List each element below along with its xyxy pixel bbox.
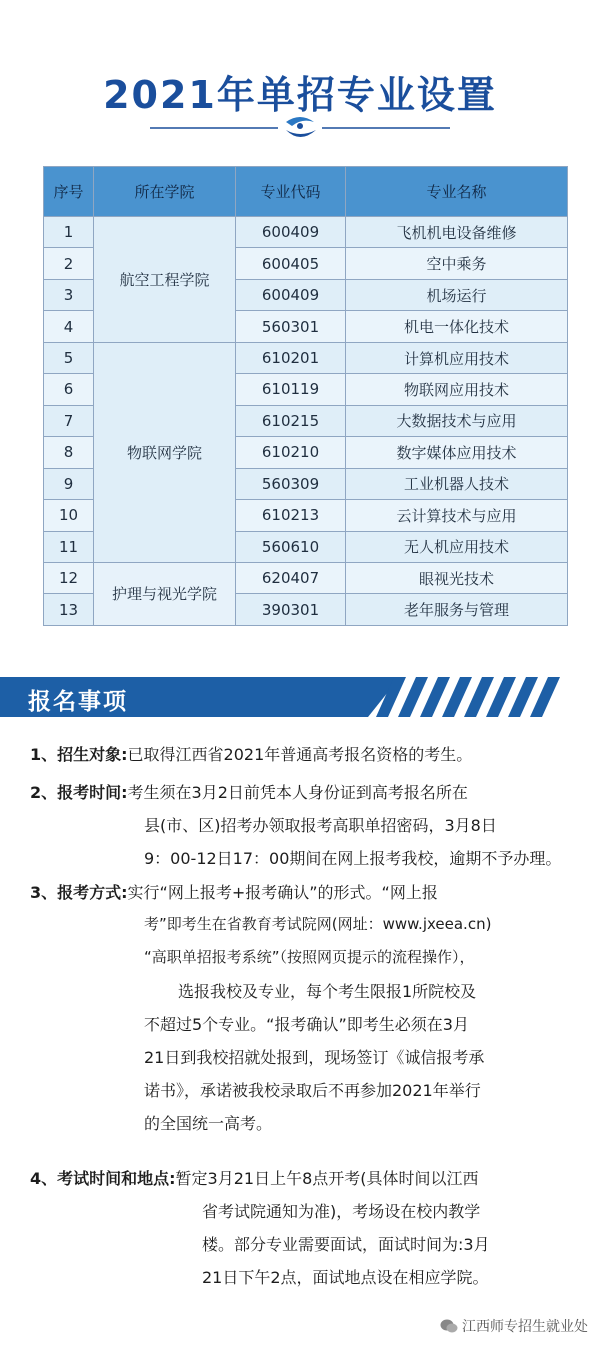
wechat-icon — [440, 1319, 458, 1333]
note-number: 4、 — [30, 1169, 58, 1188]
note-line: 县(市、区)招考办领取报考高职单招密码，3月8日 — [144, 816, 497, 835]
table-header-row — [44, 167, 568, 217]
note-line: “高职单招报考系统”（按照网页提示的流程操作）， — [144, 948, 475, 966]
watermark — [440, 1316, 588, 1336]
row-code: 600409 — [236, 217, 346, 248]
row-code: 390301 — [236, 594, 346, 626]
row-major-name: 飞机机电设备维修 — [346, 217, 568, 248]
col-header-college: 所在学院 — [94, 167, 236, 217]
note-line: 不超过5个专业。“报考确认”即考生必须在3月 — [144, 1015, 469, 1034]
row-code: 610215 — [236, 405, 346, 436]
row-major-name: 无人机应用技术 — [346, 531, 568, 562]
section-title: 报名事项 — [28, 689, 128, 715]
note-line: 省考试院通知为准)，考场设在校内教学 — [202, 1202, 481, 1221]
note-label: 招生对象: — [57, 745, 128, 764]
row-no: 2 — [44, 248, 94, 279]
row-code: 600405 — [236, 248, 346, 279]
row-code: 610201 — [236, 342, 346, 373]
majors-table — [43, 166, 568, 626]
row-no: 10 — [44, 500, 94, 531]
row-no: 13 — [44, 594, 94, 626]
title-ornament-icon — [150, 112, 450, 144]
row-code: 600409 — [236, 279, 346, 310]
row-no: 9 — [44, 468, 94, 499]
note-line: 的全国统一高考。 — [144, 1114, 273, 1133]
row-major-name: 眼视光技术 — [346, 562, 568, 593]
table-row — [44, 217, 568, 248]
note-label: 报考方式: — [57, 883, 128, 902]
table-row — [44, 342, 568, 373]
row-code: 610213 — [236, 500, 346, 531]
row-major-name: 机场运行 — [346, 279, 568, 310]
col-header-code: 专业代码 — [236, 167, 346, 217]
note-line: 楼。部分专业需要面试，面试时间为:3月 — [202, 1235, 490, 1254]
row-major-name: 云计算技术与应用 — [346, 500, 568, 531]
row-major-name: 老年服务与管理 — [346, 594, 568, 626]
row-no: 8 — [44, 437, 94, 468]
row-major-name: 工业机器人技术 — [346, 468, 568, 499]
note-number: 3、 — [30, 883, 58, 902]
row-code: 560301 — [236, 311, 346, 342]
row-no: 11 — [44, 531, 94, 562]
row-code: 560309 — [236, 468, 346, 499]
note-label: 考试时间和地点: — [57, 1169, 176, 1188]
row-code: 560610 — [236, 531, 346, 562]
row-no: 6 — [44, 374, 94, 405]
table-row — [44, 562, 568, 593]
note-line: 21日到我校招就处报到，现场签订《诚信报考承 — [144, 1048, 485, 1067]
col-header-no: 序号 — [44, 167, 94, 217]
row-no: 1 — [44, 217, 94, 248]
page-title: 2021年单招专业设置 — [103, 73, 497, 117]
note-line: 实行“网上报考+报考确认”的形式。“网上报 — [127, 883, 438, 902]
row-no: 4 — [44, 311, 94, 342]
row-no: 7 — [44, 405, 94, 436]
note-number: 2、 — [30, 783, 58, 802]
row-major-name: 数字媒体应用技术 — [346, 437, 568, 468]
row-major-name: 机电一体化技术 — [346, 311, 568, 342]
banner-stripes-icon — [372, 677, 572, 717]
college-cell: 航空工程学院 — [94, 217, 236, 343]
row-no: 3 — [44, 279, 94, 310]
row-major-name: 物联网应用技术 — [346, 374, 568, 405]
note-line: 9：00-12日17：00期间在网上报考我校，逾期不予办理。 — [144, 849, 562, 868]
row-major-name: 空中乘务 — [346, 248, 568, 279]
watermark-text: 江西师专招生就业处 — [462, 1319, 588, 1335]
row-no: 5 — [44, 342, 94, 373]
note-line: 已取得江西省2021年普通高考报名资格的考生。 — [127, 745, 473, 764]
college-cell: 物联网学院 — [94, 342, 236, 562]
row-code: 610210 — [236, 437, 346, 468]
note-line: 暂定3月21日上午8点开考(具体时间以江西 — [175, 1169, 479, 1188]
note-line: 考”即考生在省教育考试院网(网址：www.jxeea.cn) — [144, 915, 492, 933]
col-header-name: 专业名称 — [346, 167, 568, 217]
note-line: 考生须在3月2日前凭本人身份证到高考报名所在 — [127, 783, 468, 802]
section-banner — [0, 672, 600, 722]
row-major-name: 大数据技术与应用 — [346, 405, 568, 436]
note-line: 21日下午2点，面试地点设在相应学院。 — [202, 1268, 489, 1287]
row-code: 610119 — [236, 374, 346, 405]
row-no: 12 — [44, 562, 94, 593]
college-cell: 护理与视光学院 — [94, 562, 236, 625]
note-line: 选报我校及专业，每个考生限报1所院校及 — [178, 982, 477, 1001]
note-number: 1、 — [30, 745, 58, 764]
row-major-name: 计算机应用技术 — [346, 342, 568, 373]
row-code: 620407 — [236, 562, 346, 593]
note-line: 诺书》，承诺被我校录取后不再参加2021年举行 — [144, 1081, 481, 1100]
note-label: 报考时间: — [57, 783, 128, 802]
